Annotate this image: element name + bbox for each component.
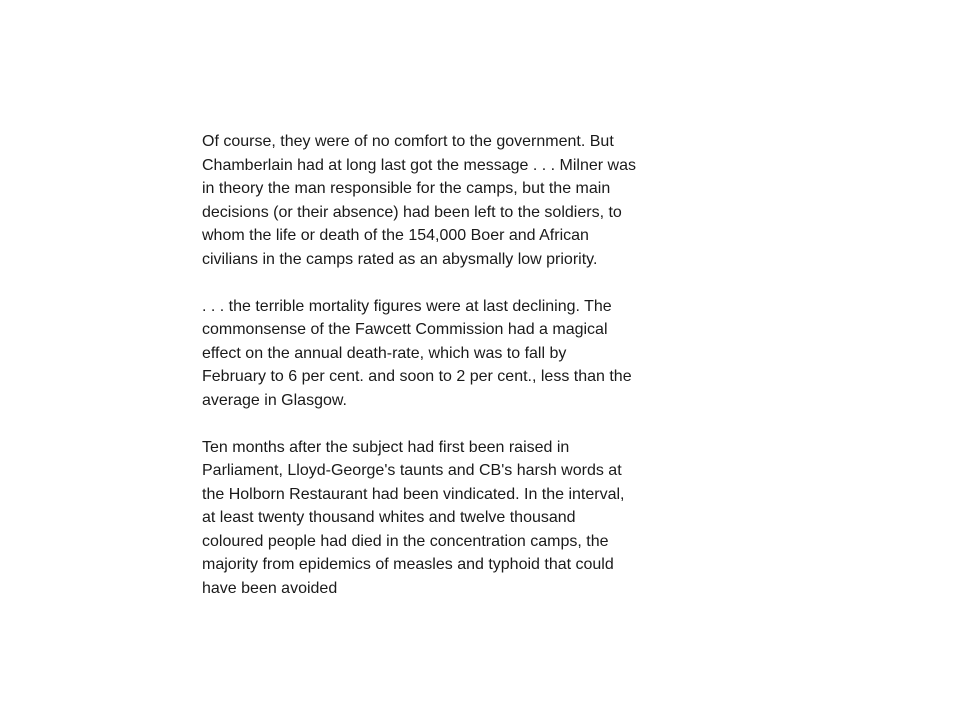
paragraph-1 [202, 130, 672, 271]
text-line: commonsense of the Fawcett Commission had a magical [202, 321, 608, 338]
quoted-passage [202, 130, 672, 600]
paragraph-spacer [202, 271, 672, 295]
text-line: decisions (or their absence) had been left to the soldiers, to [202, 203, 622, 221]
text-line: the Holborn Restaurant had been vindicated. In the interval, [202, 485, 625, 503]
text-line: at least twenty thousand whites and twelve thousand [202, 509, 576, 526]
text-line: effect on the annual death-rate, which was to fall by [202, 344, 567, 362]
text-line: Ten months after the subject had first been raised in [202, 438, 570, 456]
text-line: . . . the terrible mortality figures were at last declining. The [202, 297, 612, 315]
paragraph-2 [202, 295, 672, 413]
text-line: whom the life or death of the 154,000 Boer and African [202, 227, 589, 244]
text-line: coloured people had died in the concentration camps, the [202, 532, 609, 550]
paragraph-3 [202, 436, 672, 601]
paragraph-spacer [202, 412, 672, 436]
text-line: Of course, they were of no comfort to the government. But [202, 133, 614, 150]
text-line: have been avoided [202, 579, 338, 597]
text-line: civilians in the camps rated as an abysmally low priority. [202, 250, 598, 268]
text-line: Chamberlain had at long last got the message . . . Milner was [202, 156, 636, 174]
text-line: majority from epidemics of measles and typhoid that could [202, 556, 614, 573]
text-line: Parliament, Lloyd-George's taunts and CB's harsh words at [202, 462, 622, 479]
text-line: in theory the man responsible for the camps, but the main [202, 180, 611, 197]
text-line: average in Glasgow. [202, 391, 347, 409]
text-line: February to 6 per cent. and soon to 2 per cent., less than the [202, 368, 632, 385]
